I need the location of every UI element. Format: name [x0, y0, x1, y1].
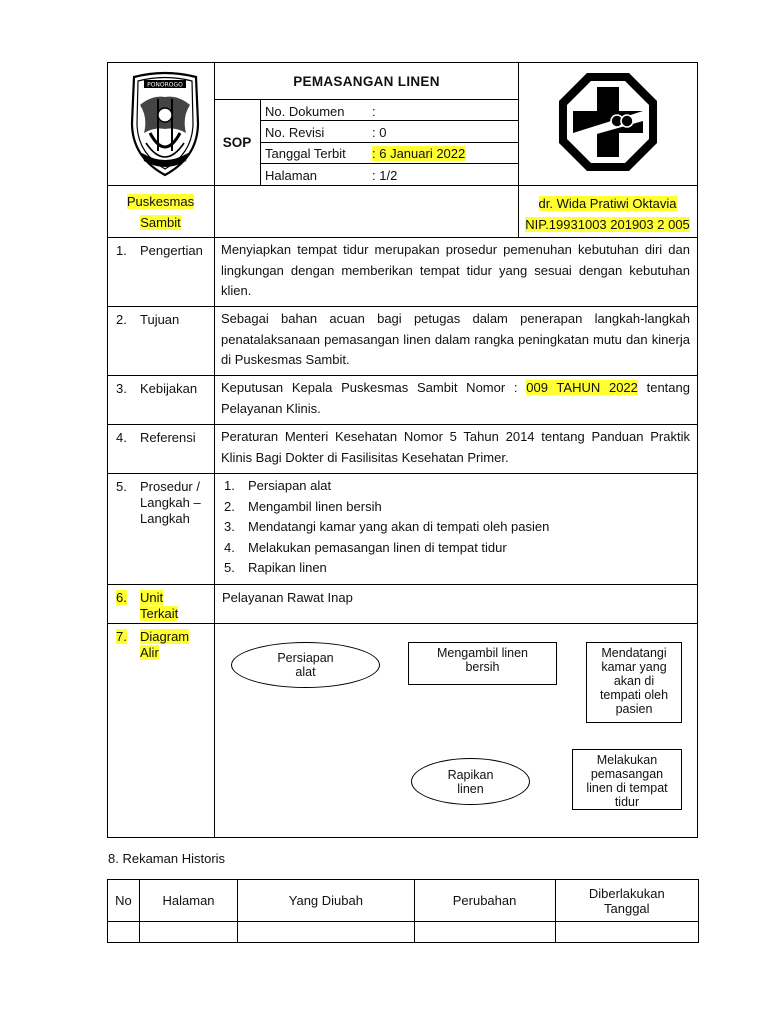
step-number: 4. [224, 539, 235, 555]
flow-node-text: alat [295, 665, 316, 679]
diagram-label-line1: Diagram [140, 629, 190, 644]
flow-node-text: tempati oleh [599, 688, 669, 702]
step-number: 3. [224, 519, 235, 535]
org-name [107, 191, 214, 233]
section-text-pengertian: Menyiapkan tempat tidur merupakan prosedur pemenuhan kebutuhan diri dan lingkungan dengan memberikan tempat tidur yang sesuai dengan kebutuhan klien. [221, 242, 690, 298]
flow-node-persiapan-alat [231, 642, 380, 688]
header-bottom-line [107, 185, 698, 186]
unit-label-line2: Terkait [140, 606, 179, 621]
flow-node-text: linen di tempat [586, 781, 668, 795]
issue-date-label: Tanggal Terbit [265, 146, 346, 161]
kebijakan-text-before: Keputusan Kepala Puskesmas Sambit Nomor : [221, 380, 527, 395]
step-number: 2. [224, 498, 235, 514]
procedure-steps [224, 476, 684, 579]
list-item [224, 497, 684, 518]
flow-node-text: linen [457, 781, 484, 796]
flow-node-text: pemasangan [590, 767, 664, 781]
section-text-tujuan: Sebagai bahan acuan bagi petugas dalam penerapan langkah-langkah penatalaksanaan pemasangan linen dalam rangka peningkatan mutu dan kinerja di Puskesmas Sambit. [221, 311, 690, 367]
puskesmas-cross-logo [557, 71, 659, 173]
section-line-2 [107, 306, 698, 307]
flow-node-text: Melakukan [596, 753, 658, 767]
section-text-kebijakan [221, 378, 690, 419]
table-cell [414, 922, 555, 943]
step-number: 5. [224, 560, 235, 576]
history-col-perubahan: Perubahan [414, 880, 555, 922]
frame-top [107, 62, 698, 63]
table-row [108, 922, 699, 943]
table-cell [238, 922, 414, 943]
flow-node-melakukan-pemasangan [572, 749, 682, 810]
page-label: Halaman [265, 168, 318, 183]
section-label-unit [140, 590, 178, 622]
prosedur-label-line2: Langkah – [140, 495, 201, 510]
section-line-4 [107, 424, 698, 425]
section-label-referensi: Referensi [140, 430, 196, 445]
section-line-1 [107, 237, 698, 238]
sop-label: SOP [222, 135, 252, 150]
kebijakan-text-after: tentang Pelayanan Klinis. [221, 380, 690, 416]
table-cell [139, 922, 237, 943]
header-row-line-1 [260, 120, 519, 121]
revision-value: : 0 [372, 125, 387, 140]
section-label-tujuan: Tujuan [140, 312, 180, 327]
header-row-line-2 [260, 142, 519, 143]
list-item [224, 476, 684, 497]
diagram-label-line2: Alir [140, 645, 159, 660]
document-title: PEMASANGAN LINEN [293, 74, 440, 89]
flow-node-mengambil-linen [408, 642, 557, 685]
section-label-prosedur [140, 479, 201, 527]
section-number-1: 1. [116, 243, 127, 258]
frame-left [107, 62, 108, 838]
doc-number-value: : [372, 104, 376, 119]
section-label-pengertian: Pengertian [140, 243, 203, 258]
frame-bottom [107, 837, 698, 838]
signer-block [518, 193, 697, 235]
step-text: Mengambil linen bersih [248, 498, 382, 514]
regency-emblem-logo [126, 71, 204, 179]
section-label-kebijakan: Kebijakan [140, 381, 198, 396]
list-item [224, 517, 684, 538]
revision-label: No. Revisi [265, 125, 325, 140]
section-label-diagram [140, 629, 189, 661]
section-number-7: 7. [116, 629, 127, 644]
flow-node-text: kamar yang [601, 660, 667, 674]
frame-label-divider [214, 62, 215, 838]
history-heading: 8. Rekaman Historis [108, 851, 226, 866]
section-line-3 [107, 375, 698, 376]
history-col-halaman: Halaman [139, 880, 237, 922]
section-text-unit: Pelayanan Rawat Inap [222, 590, 353, 605]
history-col-diberlakukan [555, 880, 698, 922]
flow-node-text: Persiapan [277, 651, 334, 665]
history-table [107, 879, 699, 943]
kebijakan-decree-number: 009 TAHUN 2022 [526, 380, 638, 395]
doc-number-label: No. Dokumen [265, 104, 345, 119]
section-number-4: 4. [116, 430, 127, 445]
diberlakukan-text: Diberlakukan Tanggal [588, 885, 665, 916]
header-row-line-3 [260, 163, 519, 164]
step-text: Persiapan alat [248, 478, 332, 493]
section-line-5 [107, 473, 698, 474]
signer-nip: NIP.19931003 201903 2 005 [525, 217, 690, 232]
step-number: 1. [224, 478, 235, 493]
table-cell [108, 922, 140, 943]
frame-right [697, 62, 698, 838]
issue-date-value: : 6 Januari 2022 [372, 146, 466, 161]
section-line-6 [107, 584, 698, 585]
flow-node-text: Rapikan [447, 767, 494, 782]
section-number-6: 6. [116, 590, 127, 605]
list-item [224, 558, 684, 579]
prosedur-label-line1: Prosedur / [140, 479, 200, 494]
flow-node-text: Mendatangi [601, 646, 667, 660]
flow-node-text: bersih [465, 660, 500, 674]
table-header-row [108, 880, 699, 922]
flow-node-rapikan-linen [411, 758, 530, 805]
section-text-referensi: Peraturan Menteri Kesehatan Nomor 5 Tahun 2014 tentang Panduan Praktik Klinis Bagi Dokter di Fasilisitas Kesehatan Primer. [221, 429, 690, 465]
step-text: Rapikan linen [248, 560, 327, 576]
section-number-3: 3. [116, 381, 127, 396]
list-item [224, 538, 684, 559]
section-line-7 [107, 623, 698, 624]
org-name-line2: Sambit [140, 215, 181, 230]
history-col-yang-diubah: Yang Diubah [238, 880, 414, 922]
section-number-2: 2. [116, 312, 127, 327]
prosedur-label-line3: Langkah [140, 511, 190, 526]
flow-node-text: akan di [613, 674, 655, 688]
signer-name: dr. Wida Pratiwi Oktavia [538, 196, 677, 211]
unit-label-line1: Unit [140, 590, 164, 605]
step-text: Melakukan pemasangan linen di tempat tidur [248, 539, 507, 555]
history-col-no: No [108, 880, 140, 922]
page-value: : 1/2 [372, 168, 398, 183]
flow-node-text: tidur [614, 795, 640, 809]
table-cell [555, 922, 698, 943]
step-text: Mendatangi kamar yang akan di tempati oleh pasien [248, 519, 550, 535]
flow-node-mendatangi-kamar [586, 642, 682, 723]
flow-node-text: pasien [615, 702, 653, 716]
flow-node-text: Mengambil linen [436, 646, 529, 660]
org-name-line1: Puskesmas [126, 194, 195, 209]
svg-text:PONOROGO: PONOROGO [147, 81, 183, 89]
section-number-5: 5. [116, 479, 127, 494]
